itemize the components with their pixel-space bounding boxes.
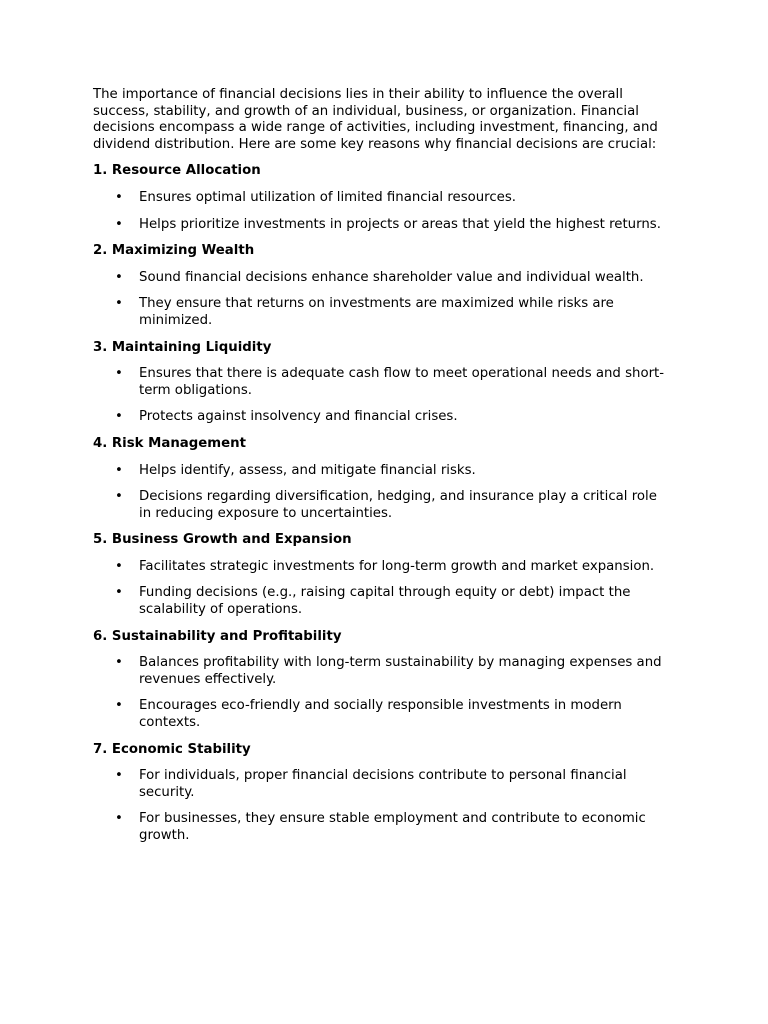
list-item-text: Protects against insolvency and financial crises.: [139, 409, 458, 425]
bullet-icon: •: [115, 462, 123, 478]
list-item: [93, 296, 673, 329]
bullet-icon: •: [115, 216, 123, 232]
bullet-icon: •: [115, 189, 123, 205]
section-heading: 6. Sustainability and Profitability: [93, 628, 342, 644]
section-heading: 1. Resource Allocation: [93, 163, 261, 179]
list-item: [93, 409, 673, 426]
list-item: [93, 559, 673, 576]
section-5: [93, 532, 673, 618]
bullet-list: [93, 366, 673, 426]
list-item: [93, 190, 673, 207]
list-item: [93, 655, 673, 688]
list-item-text: Encourages eco-friendly and socially responsible investments in modern contexts.: [139, 698, 622, 731]
list-item-text: Sound financial decisions enhance shareholder value and individual wealth.: [139, 269, 644, 285]
bullet-icon: •: [115, 768, 123, 784]
list-item: [93, 463, 673, 480]
list-item: [93, 768, 673, 801]
section-2: [93, 243, 673, 329]
bullet-list: [93, 768, 673, 844]
section-1: [93, 163, 673, 233]
section-heading: 5. Business Growth and Expansion: [93, 532, 352, 548]
list-item: [93, 585, 673, 618]
list-item: [93, 698, 673, 731]
bullet-list: [93, 463, 673, 523]
list-item-text: Balances profitability with long-term sustainability by managing expenses and revenues effectively.: [139, 655, 662, 687]
list-item-text: Helps prioritize investments in projects or areas that yield the highest returns.: [139, 216, 661, 232]
list-item-text: Ensures that there is adequate cash flow to meet operational needs and short-term obligations.: [139, 366, 665, 398]
document-page: [93, 87, 673, 855]
list-item: [93, 366, 673, 399]
bullet-list: [93, 270, 673, 330]
section-heading: 7. Economic Stability: [93, 741, 251, 757]
bullet-list: [93, 655, 673, 731]
bullet-icon: •: [115, 409, 123, 425]
bullet-list: [93, 190, 673, 233]
bullet-icon: •: [115, 366, 123, 382]
bullet-list: [93, 559, 673, 619]
section-6: [93, 629, 673, 732]
list-item-text: Helps identify, assess, and mitigate financial risks.: [139, 462, 476, 478]
list-item: [93, 217, 673, 234]
section-heading: 3. Maintaining Liquidity: [93, 339, 272, 355]
list-item: [93, 270, 673, 287]
intro-paragraph: The importance of financial decisions lies in their ability to influence the overall success, stability, and growth of an individual, business, or organization. Financial decisions encompass a wide range of activities, including investment, financing, and dividend distribution. Here are some key reasons why financial decisions are crucial:: [93, 87, 658, 152]
section-3: [93, 340, 673, 426]
list-item: [93, 489, 673, 522]
section-4: [93, 436, 673, 522]
bullet-icon: •: [115, 585, 123, 601]
list-item-text: Funding decisions (e.g., raising capital through equity or debt) impact the scalability of operations.: [139, 585, 631, 618]
list-item-text: Decisions regarding diversification, hedging, and insurance play a critical role in reducing exposure to uncertainties.: [139, 489, 657, 521]
list-item-text: Ensures optimal utilization of limited financial resources.: [139, 189, 517, 205]
bullet-icon: •: [115, 269, 123, 285]
section-heading: 4. Risk Management: [93, 435, 246, 451]
list-item-text: They ensure that returns on investments are maximized while risks are minimized.: [139, 296, 614, 328]
bullet-icon: •: [115, 655, 123, 671]
bullet-icon: •: [115, 489, 123, 505]
list-item-text: For individuals, proper financial decisions contribute to personal financial security.: [139, 768, 627, 800]
bullet-icon: •: [115, 558, 123, 574]
section-heading: 2. Maximizing Wealth: [93, 243, 255, 259]
list-item-text: Facilitates strategic investments for long-term growth and market expansion.: [139, 558, 655, 574]
list-item: [93, 811, 673, 844]
bullet-icon: •: [115, 698, 123, 714]
bullet-icon: •: [115, 296, 123, 312]
bullet-icon: •: [115, 811, 123, 827]
list-item-text: For businesses, they ensure stable employment and contribute to economic growth.: [139, 811, 646, 843]
section-7: [93, 742, 673, 845]
